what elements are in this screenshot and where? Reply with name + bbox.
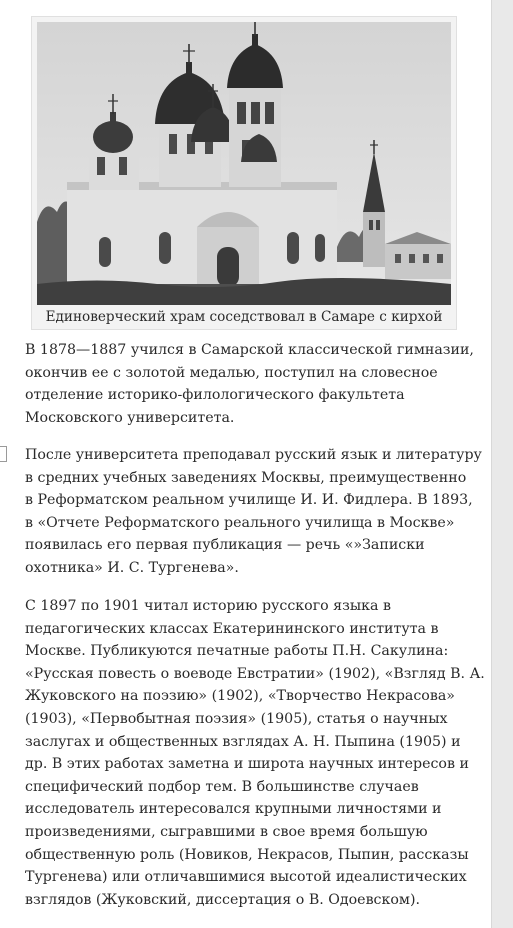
article-figure xyxy=(31,16,457,330)
church-photo xyxy=(37,22,451,305)
figure-caption: Единоверческий храм соседствовал в Самаре с кирхой xyxy=(45,309,443,325)
paragraph-line: охотника» И. С. Тургенева». xyxy=(25,559,239,576)
paragraph-line: педагогических классах Екатерининского института в xyxy=(25,620,439,637)
paragraph-line: в средних учебных заведениях Москвы, преимущественно xyxy=(25,469,467,486)
paragraph-line: появилась его первая публикация — речь «»Записки xyxy=(25,537,425,554)
paragraph-line: Жуковского на поэзию» (1902), «Творчество Некрасова» xyxy=(25,688,455,705)
paragraph-2 xyxy=(25,444,482,580)
paragraph-line: др. В этих работах заметна и широта научных интересов и xyxy=(25,756,469,773)
paragraph-line: исследователь интересовался крупными личностями и xyxy=(25,801,442,818)
paragraph-3 xyxy=(25,595,485,911)
paragraph-line: окончив ее с золотой медалью, поступил на словесное xyxy=(25,364,438,381)
paragraph-line: Москве. Публикуются печатные работы П.Н. Сакулина: xyxy=(25,643,449,660)
paragraph-line: общественную роль (Новиков, Некрасов, Пыпин, рассказы xyxy=(25,846,469,863)
paragraph-line: После университета преподавал русский язык и литературу xyxy=(25,447,482,463)
paragraph-line: (1903), «Первобытная поэзия» (1905), статья о научных xyxy=(25,710,448,727)
edge-tab-marker xyxy=(0,446,7,462)
paragraph-line: заслугах и общественных взглядах А. Н. Пыпина (1905) и xyxy=(25,733,461,750)
paragraph-line: в «Отчете Реформатского реального училища в Москве» xyxy=(25,514,455,531)
paragraph-1 xyxy=(25,339,474,429)
paragraph-line: взглядов (Жуковский, диссертация о В. Одоевском). xyxy=(25,891,420,908)
paragraph-line: Московского университета. xyxy=(25,409,235,426)
paragraph-line: произведениями, сыгравшими в свое время большую xyxy=(25,823,428,840)
paragraph-line: «Русская повесть о воеводе Евстратии» (1902), «Взгляд В. А. xyxy=(25,665,485,682)
paragraph-line: специфический подбор тем. В большинстве случаев xyxy=(25,778,419,795)
paragraph-line: Тургенева) или отличавшимися высотой идеалистических xyxy=(25,869,467,886)
paragraph-line: С 1897 по 1901 читал историю русского языка в xyxy=(25,598,391,614)
paragraph-line: отделение историко-филологического факультета xyxy=(25,387,405,404)
paragraph-line: В 1878—1887 учился в Самарской классической гимназии, xyxy=(25,342,474,358)
paragraph-line: в Реформатском реальном училище И. И. Фидлера. В 1893, xyxy=(25,492,473,509)
page-side-gutter xyxy=(491,0,513,928)
